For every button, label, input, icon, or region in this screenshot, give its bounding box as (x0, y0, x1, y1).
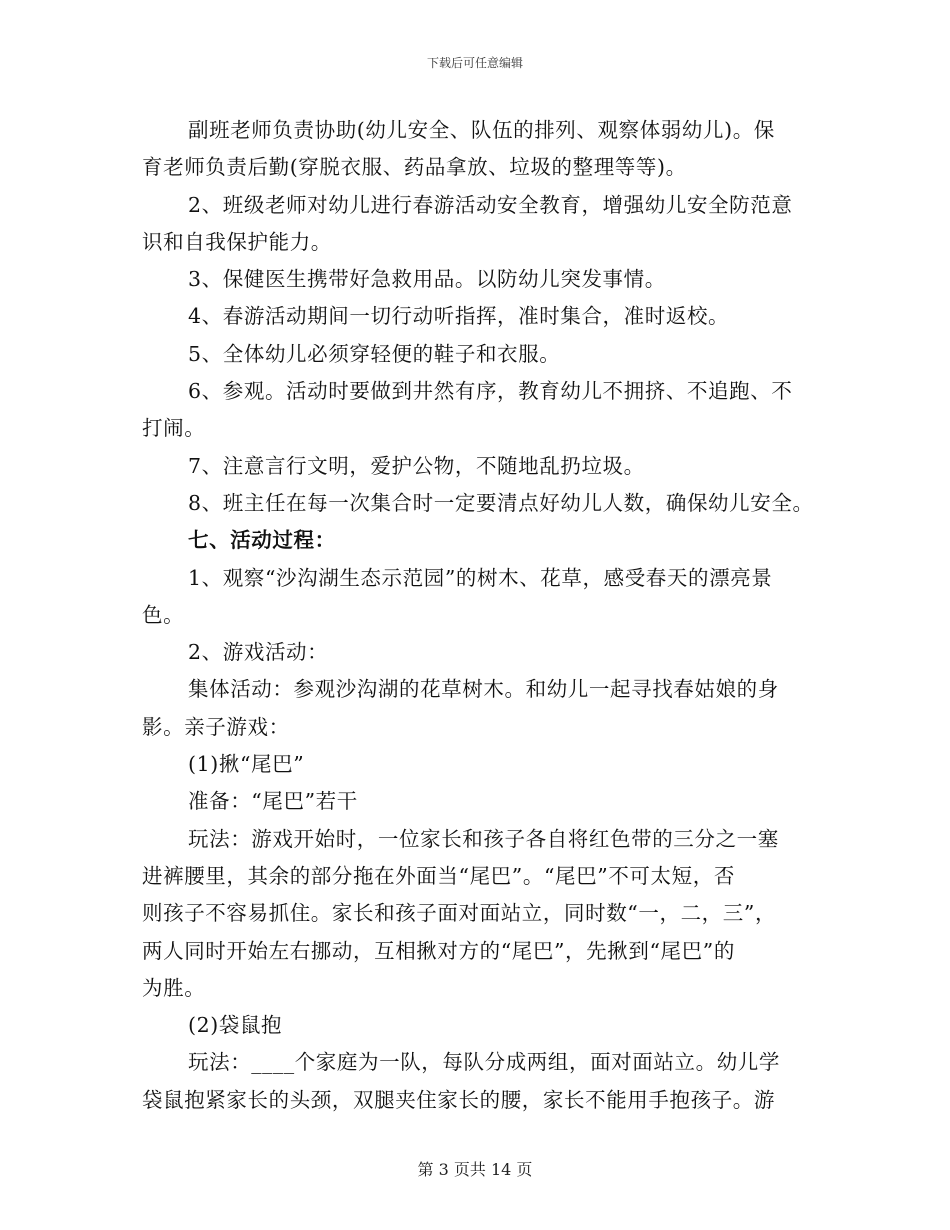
text-line: 玩法：____个家庭为一队，每队分成两组，面对面站立。幼儿学 (188, 1050, 780, 1075)
text-line: 8、班主任在每一次集合时一定要清点好幼儿人数，确保幼儿安全。 (188, 490, 814, 515)
text-line: 则孩子不容易抓住。家长和孩子面对面站立，同时数“一，二，三”， (142, 901, 777, 926)
text-line: (1)揪“尾巴” (188, 752, 305, 777)
text-line: 1、观察“沙沟湖生态示范园”的树木、花草，感受春天的漂亮景 (188, 565, 773, 590)
text-line: 3、保健医生携带好急救用品。以防幼儿突发事情。 (188, 267, 666, 292)
text-line: 6、参观。活动时要做到井然有序，教育幼儿不拥挤、不追跑、不 (188, 379, 793, 404)
text-line: 集体活动：参观沙沟湖的花草树木。和幼儿一起寻找春姑娘的身 (188, 677, 779, 702)
text-line: 4、春游活动期间一切行动听指挥，准时集合，准时返校。 (188, 304, 730, 329)
text-line: 袋鼠抱紧家长的头颈，双腿夹住家长的腰，家长不能用手抱孩子。游 (142, 1087, 775, 1112)
text-line: 打闹。 (142, 416, 206, 441)
text-line: 5、全体幼儿必须穿轻便的鞋子和衣服。 (188, 341, 561, 366)
text-line: 色。 (142, 602, 185, 627)
text-line: 进裤腰里，其余的部分拖在外面当“尾巴”。“尾巴”不可太短，否 (142, 863, 735, 888)
text-line: 育老师负责后勤(穿脱衣服、药品拿放、垃圾的整理等等)。 (142, 155, 687, 180)
text-line: 7、注意言行文明，爱护公物，不随地乱扔垃圾。 (188, 453, 645, 478)
text-line: 识和自我保护能力。 (142, 229, 332, 254)
text-line: 两人同时开始左右挪动，互相揪对方的“尾巴”，先揪到“尾巴”的 (142, 938, 735, 963)
text-line: 准备：“尾巴”若干 (188, 789, 358, 814)
text-line: 为胜。 (142, 975, 206, 1000)
document-body (142, 112, 822, 1119)
text-line: (2)袋鼠抱 (188, 1013, 283, 1038)
text-line: 2、班级老师对幼儿进行春游活动安全教育，增强幼儿安全防范意 (188, 192, 793, 217)
text-line: 影。亲子游戏： (142, 714, 290, 739)
page-footer: 第 3 页共 14 页 (417, 1160, 533, 1179)
text-line: 玩法：游戏开始时，一位家长和孩子各自将红色带的三分之一塞 (188, 826, 779, 851)
section-heading: 七、活动过程： (188, 528, 336, 553)
text-line: 2、游戏活动： (188, 640, 329, 665)
page-header: 下载后可任意编辑 (426, 56, 523, 70)
text-line: 副班老师负责协助(幼儿安全、队伍的排列、观察体弱幼儿)。保 (188, 118, 775, 142)
